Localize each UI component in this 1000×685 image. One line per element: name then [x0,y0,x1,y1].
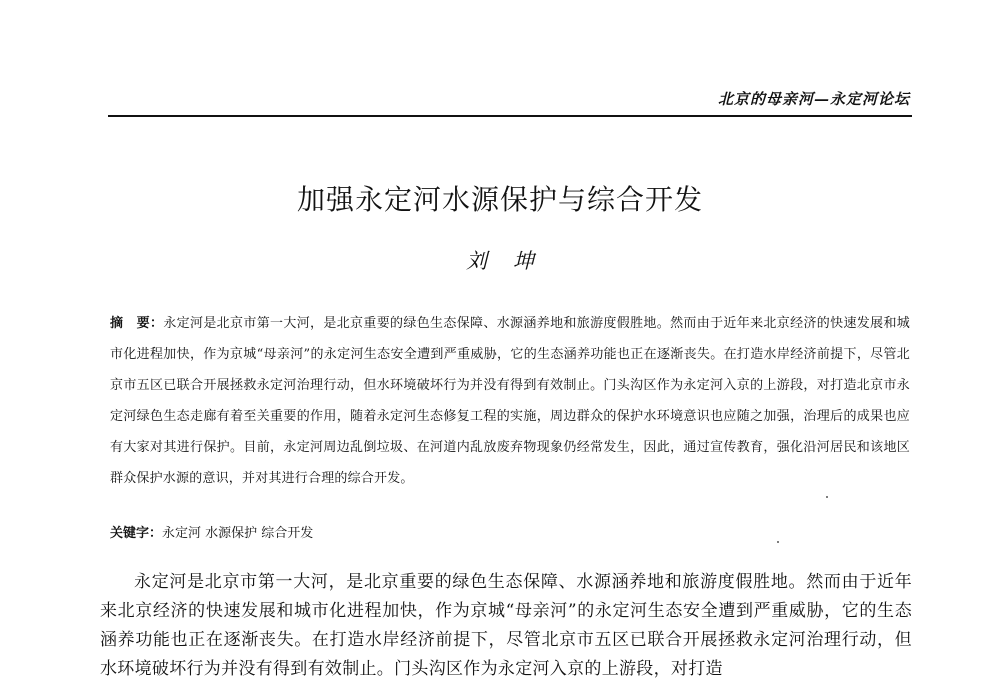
paper-title: 加强永定河水源保护与综合开发 [296,183,703,216]
header-rule [108,115,912,117]
keywords [110,522,910,546]
author-name: 刘坤 [466,249,560,273]
abstract-label: 摘 要： [110,316,164,331]
abstract [110,308,910,494]
running-head: 北京的母亲河—永定河论坛 [717,90,910,108]
keywords-label: 关键字： [110,526,163,541]
scan-speck [777,541,779,543]
body-paragraph: 永定河是北京市第一大河，是北京重要的绿色生态保障、水源涵养地和旅游度假胜地。然而由于近年来北京经济的快速发展和城市化进程加快，作为京城“母亲河”的永定河生态安全遭到严重威胁，它的生态涵养功能也正在逐渐丧失。在打造水岸经济前提下，尽管北京市五区已联合开展拯救永定河治理行动，但水环境破坏行为并没有得到有效制止。门头沟区作为永定河入京的上游段，对打造 [100,572,912,679]
scan-speck [826,496,828,498]
abstract-text: 永定河是北京市第一大河，是北京重要的绿色生态保障、水源涵养地和旅游度假胜地。然而由于近年来北京经济的快速发展和城市化进程加快，作为京城“母亲河”的永定河生态安全遭到严重威胁，它的生态涵养功能也正在逐渐丧失。在打造水岸经济前提下，尽管北京市五区已联合开展拯救永定河治理行动，但水环境破坏行为并没有得到有效制止。门头沟区作为永定河入京的上游段，对打造北京市永定河绿色生态走廊有着至关重要的作用，随着永定河生态修复工程的实施，周边群众的保护水环境意识也应随之加强，治理后的成果也应有大家对其进行保护。目前，永定河周边乱倒垃圾、在河道内乱放废弃物现象仍经常发生，因此，通过宣传教育，强化沿河居民和该地区群众保护水源的意识，并对其进行合理的综合开发。 [110,316,910,486]
keywords-text: 永定河 水源保护 综合开发 [162,526,314,541]
